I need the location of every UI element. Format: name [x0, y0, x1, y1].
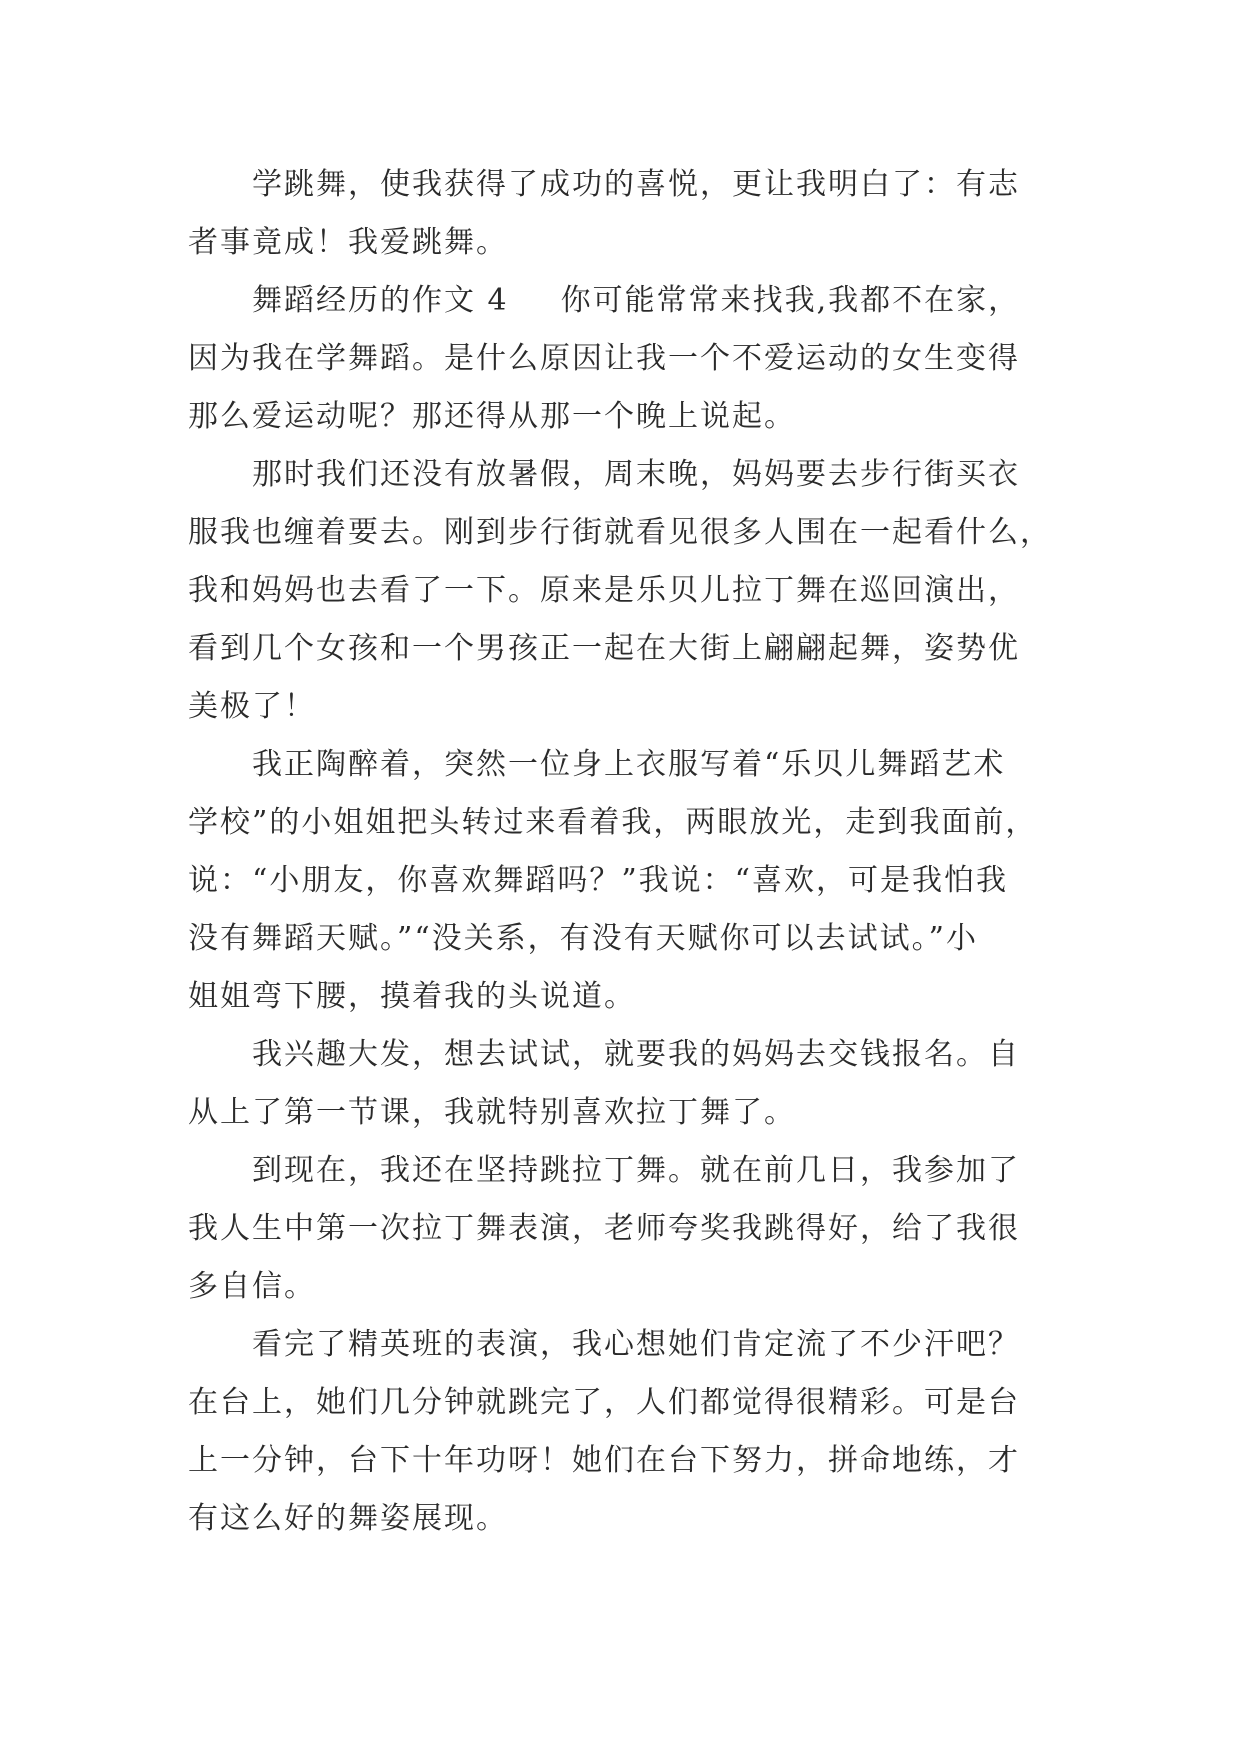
text-line: 多自信。	[188, 1269, 316, 1304]
essay-text	[188, 156, 1068, 1548]
paragraph	[188, 736, 1068, 1026]
text-line: 学校”的小姐姐把头转过来看着我，两眼放光，走到我面前，	[188, 805, 1038, 840]
text-line: 说：“小朋友，你喜欢舞蹈吗？”我说：“喜欢，可是我怕我	[188, 863, 1009, 898]
text-line: 那么爱运动呢？那还得从那一个晚上说起。	[188, 399, 796, 434]
text-line: 服我也缠着要去。刚到步行街就看见很多人围在一起看什么，	[188, 515, 1052, 550]
text-line: 学跳舞，使我获得了成功的喜悦，更让我明白了：有志	[252, 167, 1020, 202]
paragraph	[188, 156, 1068, 272]
text-line: 看到几个女孩和一个男孩正一起在大街上翩翩起舞，姿势优	[188, 631, 1020, 666]
text-line: 从上了第一节课，我就特别喜欢拉丁舞了。	[188, 1095, 796, 1130]
paragraph	[188, 446, 1068, 736]
text-line: 上一分钟，台下十年功呀！她们在台下努力，拼命地练，才	[188, 1443, 1020, 1478]
paragraph	[188, 1026, 1068, 1142]
text-line: 你可能常常来找我,我都不在家，	[560, 283, 1021, 318]
paragraph	[188, 1142, 1068, 1316]
text-line: 姐姐弯下腰，摸着我的头说道。	[188, 979, 636, 1014]
text-line: 者事竟成！我爱跳舞。	[188, 225, 508, 260]
text-line: 到现在，我还在坚持跳拉丁舞。就在前几日，我参加了	[252, 1153, 1020, 1188]
text-line: 在台上，她们几分钟就跳完了，人们都觉得很精彩。可是台	[188, 1385, 1020, 1420]
text-line: 有这么好的舞姿展现。	[188, 1501, 508, 1536]
paragraph	[188, 1316, 1068, 1548]
text-line: 我人生中第一次拉丁舞表演，老师夸奖我跳得好，给了我很	[188, 1211, 1020, 1246]
text-line: 因为我在学舞蹈。是什么原因让我一个不爱运动的女生变得	[188, 341, 1020, 376]
text-line: 美极了！	[188, 689, 316, 724]
paragraph	[188, 272, 1068, 446]
text-line: 没有舞蹈天赋。”“没关系，有没有天赋你可以去试试。”小	[188, 921, 979, 956]
text-line: 我和妈妈也去看了一下。原来是乐贝儿拉丁舞在巡回演出，	[188, 573, 1020, 608]
section-heading: 舞蹈经历的作文 4	[252, 283, 509, 318]
text-line: 看完了精英班的表演，我心想她们肯定流了不少汗吧？	[252, 1327, 1020, 1362]
text-line: 我兴趣大发，想去试试，就要我的妈妈去交钱报名。自	[252, 1037, 1020, 1072]
text-line: 那时我们还没有放暑假，周末晚，妈妈要去步行街买衣	[252, 457, 1020, 492]
text-line: 我正陶醉着，突然一位身上衣服写着“乐贝儿舞蹈艺术	[252, 747, 1006, 782]
